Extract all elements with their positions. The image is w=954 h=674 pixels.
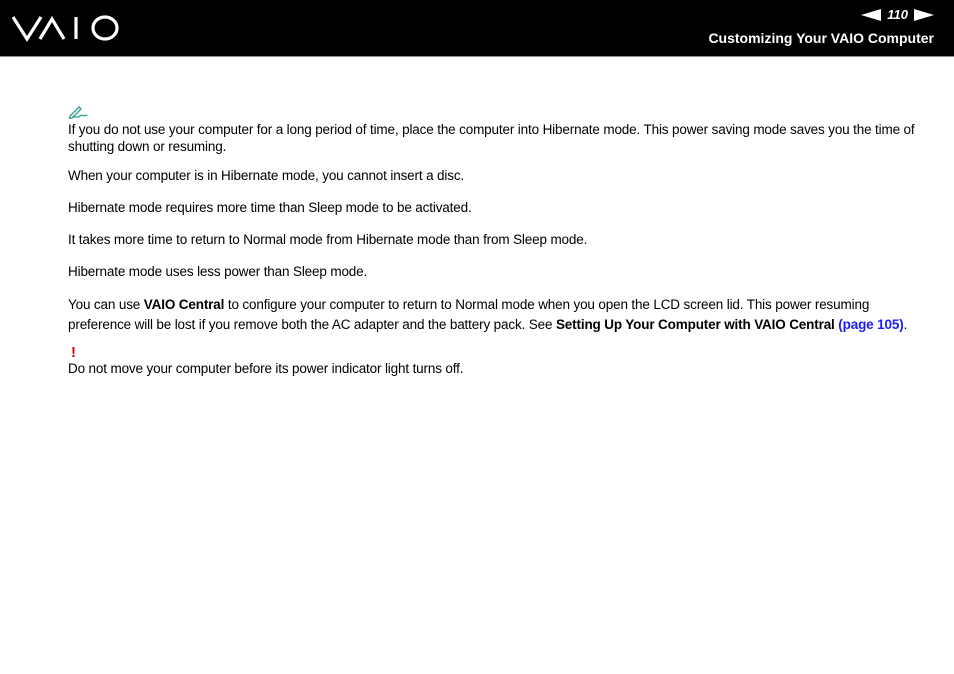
vaio-central-term: VAIO Central bbox=[143, 297, 225, 312]
paragraph-disc: When your computer is in Hibernate mode, you cannot insert a disc. bbox=[68, 168, 465, 183]
paragraph-return-time: It takes more time to return to Normal mode from Hibernate mode than from Sleep mode. bbox=[68, 232, 588, 247]
exclamation-icon: ! bbox=[71, 344, 76, 361]
text-segment: to configure your computer to return to Normal mode when you open the LCD screen lid. This power resuming preference will be lost if you remove both the AC adapter and the battery pack. See bbox=[68, 297, 870, 332]
section-title: Customizing Your VAIO Computer bbox=[708, 30, 934, 46]
pencil-note-icon bbox=[68, 104, 88, 120]
text-segment: . bbox=[903, 317, 908, 332]
previous-page-arrow-icon[interactable] bbox=[861, 9, 881, 21]
note-text: If you do not use your computer for a long period of time, place the computer into Hibernate mode. This power saving mode saves you the time of shutting down or resuming. bbox=[68, 122, 915, 154]
page-105-link[interactable]: (page 105) bbox=[838, 317, 904, 332]
vaio-logo bbox=[12, 13, 122, 43]
setup-section-reference: Setting Up Your Computer with VAIO Central bbox=[555, 317, 835, 332]
paragraph-power-usage: Hibernate mode uses less power than Sleep mode. bbox=[68, 264, 368, 279]
page-header bbox=[0, 0, 954, 57]
page-navigation bbox=[861, 6, 934, 24]
paragraph-vaio-central bbox=[68, 295, 918, 335]
next-page-arrow-icon[interactable] bbox=[914, 9, 934, 21]
text-segment: You can use bbox=[68, 297, 144, 312]
paragraph-activation-time: Hibernate mode requires more time than Sleep mode to be activated. bbox=[68, 200, 472, 215]
page-content bbox=[68, 104, 918, 377]
warning-text: Do not move your computer before its power indicator light turns off. bbox=[68, 361, 464, 376]
page-number: 110 bbox=[887, 7, 908, 22]
